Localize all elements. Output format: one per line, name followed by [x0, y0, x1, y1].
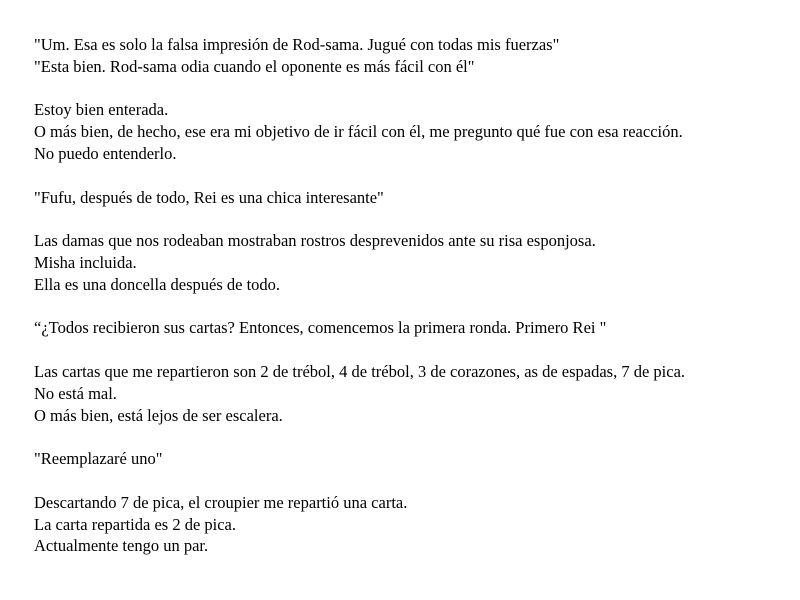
text-line: O más bien, de hecho, ese era mi objetivo de ir fácil con él, me pregunto qué fue con esa reacción. — [34, 122, 683, 142]
text-line: Las cartas que me repartieron son 2 de trébol, 4 de trébol, 3 de corazones, as de espadas, 7 de pica. — [34, 361, 686, 381]
text-line: "Esta bien. Rod-sama odia cuando el oponente es más fácil con él" — [34, 56, 475, 76]
narration-paragraph — [34, 99, 800, 164]
dialogue-paragraph — [34, 448, 800, 470]
text-line: "Fufu, después de todo, Rei es una chica interesante" — [34, 187, 384, 207]
text-line: No está mal. — [34, 383, 117, 403]
text-line: Misha incluida. — [34, 252, 137, 272]
text-line: Descartando 7 de pica, el croupier me repartió una carta. — [34, 492, 408, 512]
text-line: "Reemplazaré uno" — [34, 449, 163, 469]
text-line: No puedo entenderlo. — [34, 143, 177, 163]
narration-paragraph — [34, 361, 800, 426]
dialogue-paragraph — [34, 34, 800, 78]
text-line: La carta repartida es 2 de pica. — [34, 514, 237, 534]
narration-paragraph — [34, 492, 800, 557]
text-line: Actualmente tengo un par. — [34, 536, 209, 556]
text-line: O más bien, está lejos de ser escalera. — [34, 405, 283, 425]
text-line: "Um. Esa es solo la falsa impresión de Rod-sama. Jugué con todas mis fuerzas" — [34, 35, 560, 54]
text-line: Las damas que nos rodeaban mostraban rostros desprevenidos ante su risa esponjosa. — [34, 231, 596, 251]
dialogue-paragraph — [34, 187, 800, 209]
dialogue-paragraph — [34, 317, 800, 339]
text-line: “¿Todos recibieron sus cartas? Entonces, comencemos la primera ronda. Primero Rei " — [34, 318, 607, 338]
text-line: Ella es una doncella después de todo. — [34, 274, 281, 294]
text-line: Estoy bien enterada. — [34, 100, 169, 120]
narration-paragraph — [34, 230, 800, 295]
